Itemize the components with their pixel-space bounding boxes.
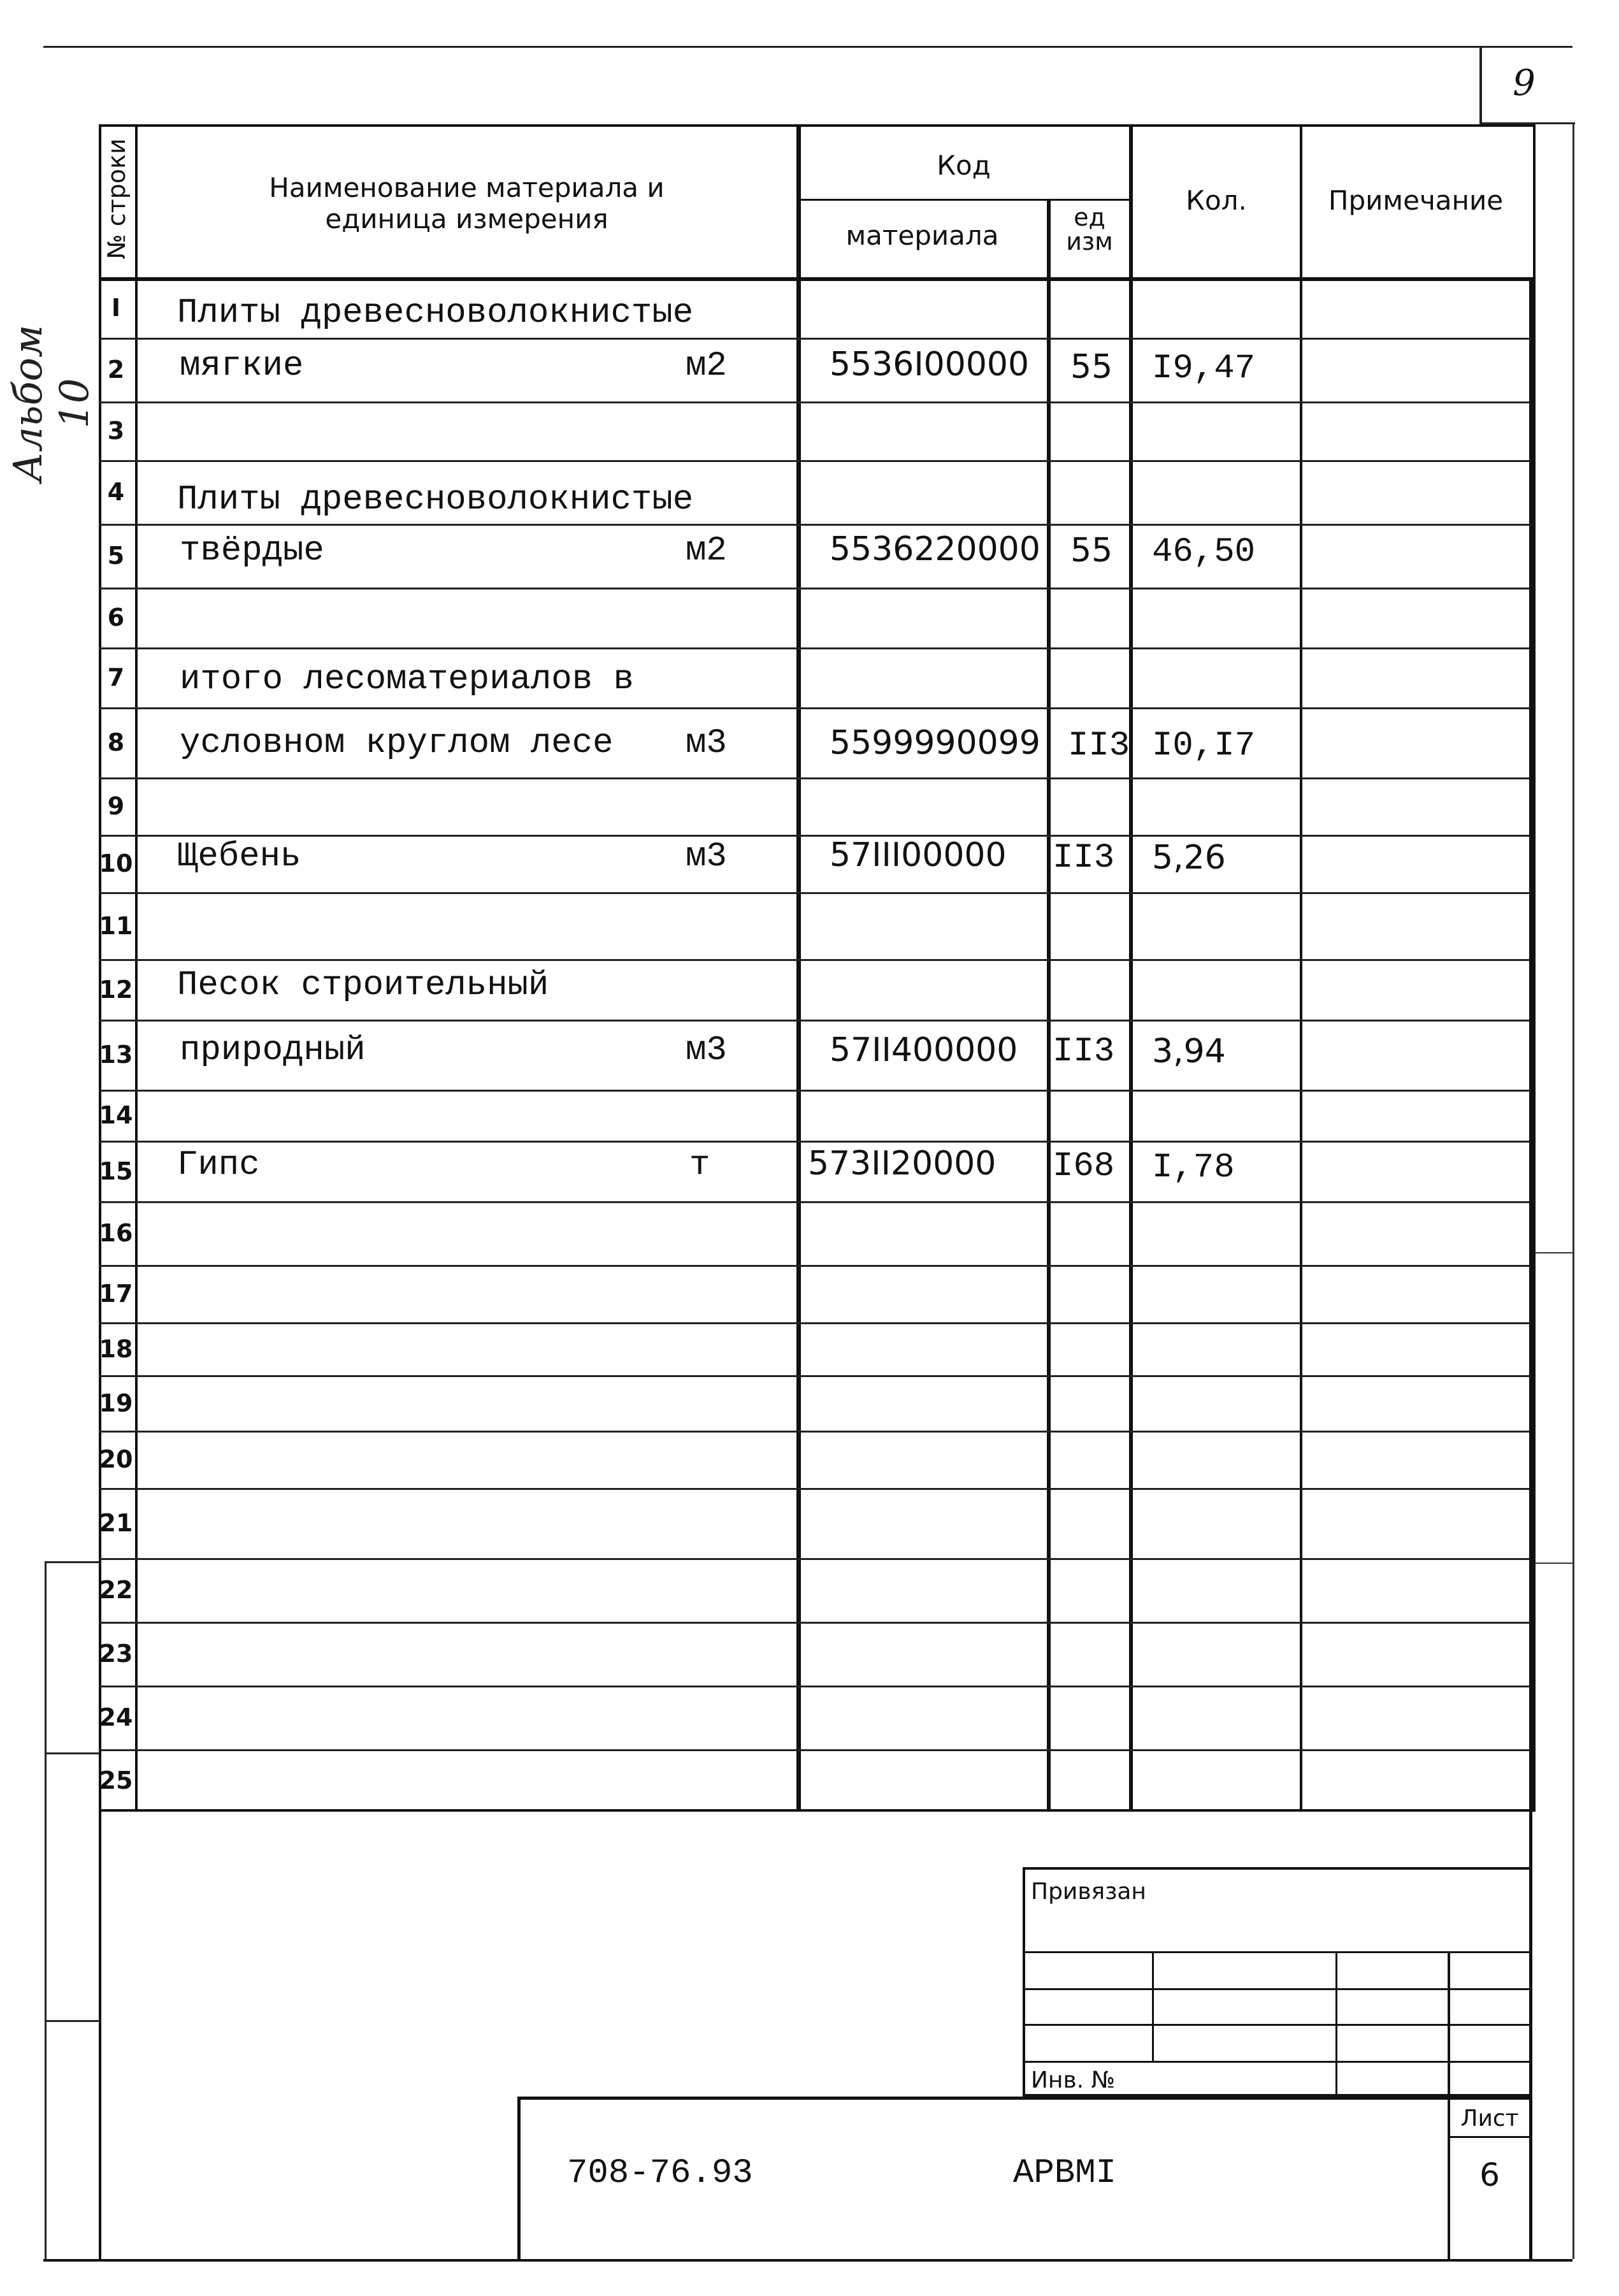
- left-margin-tick-1: [45, 1561, 99, 1563]
- row-separator: [99, 1322, 1529, 1324]
- row-13-qty: 3,94: [1152, 1032, 1226, 1071]
- row-separator: [99, 1375, 1529, 1377]
- header-row-number: № строки: [103, 138, 131, 259]
- row-separator: [99, 338, 1529, 340]
- right-edge-line: [1572, 124, 1574, 2259]
- stamp-rule-4: [1023, 2061, 1530, 2063]
- row-number: 9: [107, 792, 125, 820]
- row-13-unit: м3: [686, 1031, 727, 1070]
- row-separator: [99, 460, 1529, 462]
- top-rule: [43, 46, 1572, 48]
- row-1-name: Плиты древесноволокнистые: [177, 294, 694, 333]
- row-15-unit-code: I68: [1053, 1147, 1115, 1186]
- col-line-note: [1529, 277, 1533, 1812]
- row-number: 18: [99, 1334, 133, 1363]
- row-separator: [99, 1749, 1529, 1751]
- row-2-unit: м2: [686, 347, 727, 386]
- header-code-unit-line1: ед: [1074, 203, 1105, 231]
- row-5-code: 5536220000: [830, 530, 1040, 568]
- row-number: 7: [107, 663, 125, 691]
- header-qty: Кол.: [1186, 185, 1247, 216]
- row-number: 25: [99, 1766, 133, 1794]
- row-number: 4: [107, 478, 125, 506]
- stamp-inv-label: Инв. №: [1031, 2067, 1116, 2093]
- left-margin-tick-3: [45, 2020, 99, 2022]
- row-number: 12: [99, 975, 133, 1004]
- row-12-name: Песок строительный: [177, 966, 549, 1005]
- row-5-name: твёрдые: [180, 531, 324, 570]
- row-separator: [99, 835, 1529, 837]
- row-15-name: Гипс: [177, 1146, 260, 1185]
- row-10-qty: 5,26: [1152, 839, 1226, 877]
- header-note: Примечание: [1328, 185, 1504, 216]
- row-number: 20: [99, 1445, 133, 1473]
- row-separator: [99, 1488, 1529, 1490]
- title-box-left: [517, 2097, 521, 2259]
- row-4-name: Плиты древесноволокнистые: [177, 480, 694, 519]
- row-number: 10: [99, 849, 133, 877]
- header-name-line1: Наименование материала и: [269, 172, 665, 203]
- row-separator: [99, 777, 1529, 779]
- row-number: 2: [107, 356, 125, 384]
- row-number: 6: [107, 603, 125, 632]
- row-15-code: 573II20000: [808, 1144, 997, 1183]
- header-name: [137, 172, 796, 235]
- row-separator: [99, 401, 1529, 403]
- row-8-name: условном круглом лесе: [180, 724, 614, 763]
- lower-frame-bottom: [43, 2259, 1572, 2262]
- row-2-qty: I9,47: [1152, 349, 1256, 388]
- side-note: Альбом 10: [4, 324, 97, 482]
- header-bottom-rule: [99, 277, 1536, 281]
- stamp-rule-1: [1023, 1951, 1530, 1953]
- row-number: 16: [99, 1219, 133, 1247]
- row-13-code: 57II400000: [830, 1031, 1018, 1069]
- row-separator: [99, 1201, 1529, 1203]
- row-separator: [99, 1431, 1529, 1433]
- right-margin-tick-1: [1536, 1252, 1574, 1253]
- row-15-qty: I,78: [1152, 1148, 1235, 1187]
- header-name-line2: единица измерения: [325, 203, 608, 235]
- doc-number: 708-76.93: [567, 2154, 753, 2193]
- row-separator: [99, 1141, 1529, 1143]
- col-line-code: [1047, 199, 1051, 1812]
- row-number: 11: [99, 911, 133, 940]
- row-separator: [99, 647, 1529, 649]
- row-separator: [99, 707, 1529, 709]
- stamp-col-1: [1152, 1951, 1154, 2061]
- row-5-qty: 46,50: [1152, 533, 1256, 572]
- left-margin-line: [45, 1561, 47, 2259]
- row-number: 22: [99, 1576, 133, 1604]
- row-number: 5: [107, 542, 125, 570]
- lower-frame-left: [99, 1812, 101, 2259]
- row-separator: [99, 1090, 1529, 1092]
- row-separator: [99, 959, 1529, 961]
- row-separator: [99, 892, 1529, 894]
- stamp-rule-2: [1023, 1988, 1530, 1990]
- sheet-number: 6: [1479, 2156, 1500, 2193]
- row-number: I: [111, 293, 121, 322]
- sheet-label: Лист: [1460, 2105, 1519, 2132]
- row-8-qty: I0,I7: [1152, 726, 1256, 765]
- sheet-label-rule: [1448, 2136, 1530, 2138]
- title-box-top: [517, 2097, 1530, 2100]
- row-number: 3: [107, 417, 125, 445]
- right-margin-tick-2: [1536, 1563, 1574, 1564]
- row-separator: [99, 1265, 1529, 1267]
- corner-box-divider: [1479, 46, 1482, 126]
- header-code: Код: [937, 150, 991, 181]
- row-number: 19: [99, 1389, 133, 1417]
- row-2-name: мягкие: [180, 347, 304, 386]
- row-number: 23: [99, 1640, 133, 1668]
- row-number: 8: [107, 728, 125, 756]
- row-5-unit: м2: [686, 531, 727, 570]
- row-number: 24: [99, 1703, 133, 1731]
- header-code-unit: [1050, 205, 1129, 254]
- row-separator: [99, 588, 1529, 589]
- row-2-unit-code: 55: [1070, 348, 1113, 386]
- row-separator: [99, 1020, 1529, 1022]
- row-separator: [99, 1686, 1529, 1687]
- left-margin-tick-2: [45, 1752, 99, 1754]
- sheet-corner-number: 9: [1513, 62, 1536, 104]
- row-10-name: Щебень: [177, 837, 301, 876]
- row-5-unit-code: 55: [1070, 531, 1113, 570]
- row-7-name: итого лесоматериалов в: [180, 660, 634, 699]
- row-number: 21: [99, 1509, 133, 1537]
- header-code-material: материала: [845, 220, 999, 251]
- row-13-unit-code: II3: [1053, 1032, 1115, 1071]
- row-number: 17: [99, 1280, 133, 1308]
- row-2-code: 5536I00000: [830, 345, 1030, 384]
- row-10-unit: м3: [686, 837, 727, 876]
- row-separator: [99, 1558, 1529, 1560]
- row-number: 14: [99, 1101, 133, 1129]
- row-8-unit: м3: [686, 724, 727, 763]
- row-8-code: 5599990099: [830, 724, 1040, 762]
- row-15-unit: т: [689, 1146, 710, 1185]
- row-separator: [99, 524, 1529, 526]
- row-8-unit-code: II3: [1068, 726, 1130, 765]
- header-code-unit-line2: изм: [1066, 227, 1113, 256]
- stamp-col-2: [1335, 1951, 1337, 2097]
- doc-code: АРВМI: [1013, 2154, 1117, 2193]
- code-header-split: [798, 199, 1130, 201]
- stamp-bound-label: Привязан: [1031, 1879, 1146, 1905]
- row-10-code: 57III00000: [830, 836, 1007, 874]
- row-number: 15: [99, 1157, 133, 1185]
- row-13-name: природный: [180, 1031, 366, 1070]
- row-number: 13: [99, 1041, 133, 1069]
- row-10-unit-code: II3: [1053, 839, 1115, 877]
- row-separator: [99, 1622, 1529, 1624]
- stamp-rule-3: [1023, 2024, 1530, 2026]
